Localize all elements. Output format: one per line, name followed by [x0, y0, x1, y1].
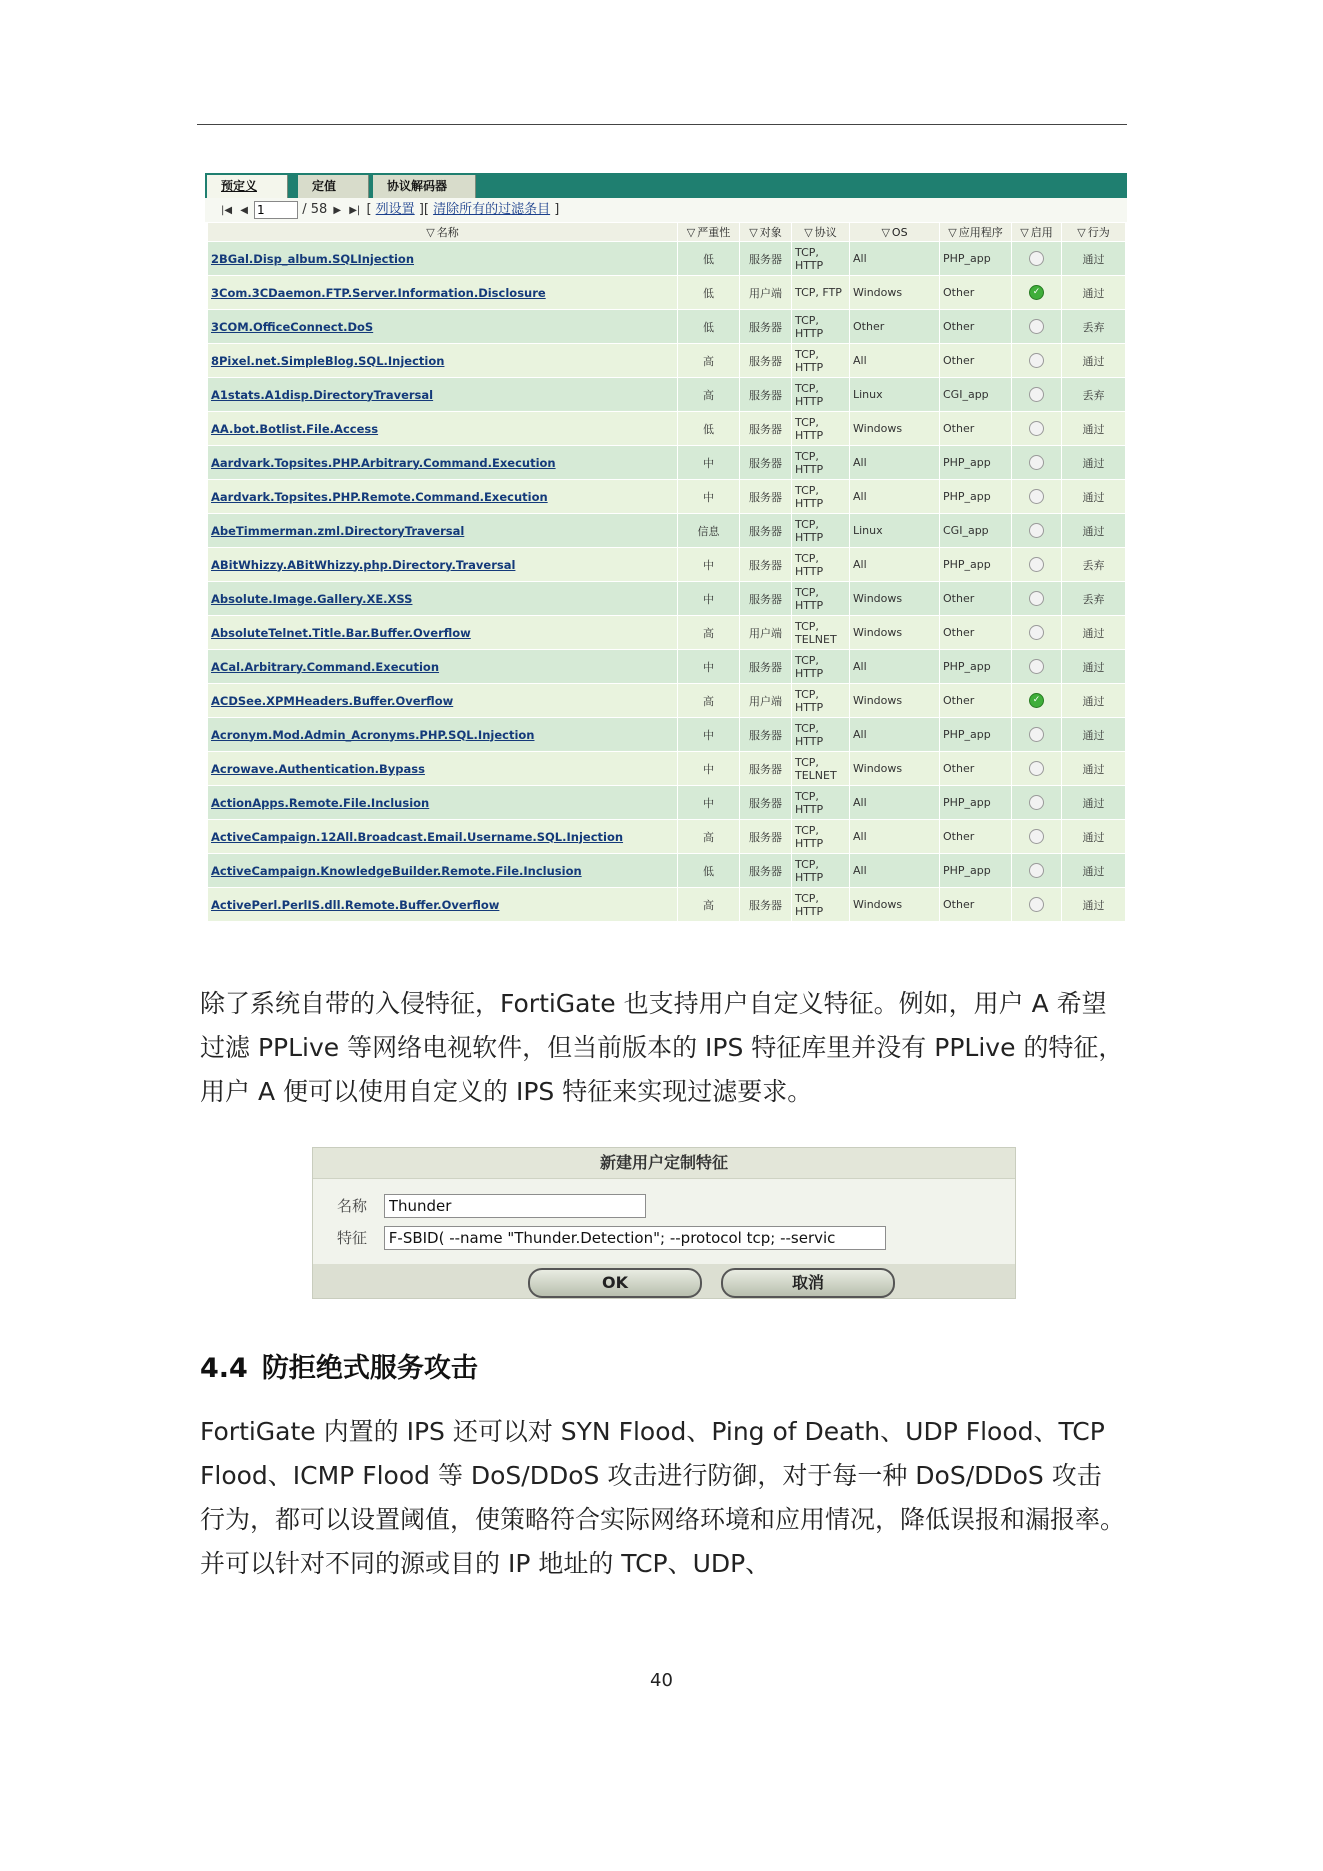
- os-cell: Windows: [850, 684, 940, 718]
- protocol-cell: TCP, HTTP: [792, 820, 850, 854]
- application-cell: PHP_app: [940, 446, 1012, 480]
- signature-name-link[interactable]: 3COM.OfficeConnect.DoS: [211, 319, 374, 334]
- name-label: 名称: [337, 1197, 368, 1215]
- header-rule: [197, 124, 1127, 125]
- signature-name-link[interactable]: AbsoluteTelnet.Title.Bar.Buffer.Overflow: [211, 625, 471, 640]
- severity-cell: 高: [678, 820, 740, 854]
- signature-name-cell: [208, 378, 678, 412]
- ok-button[interactable]: OK: [528, 1268, 702, 1298]
- enable-cell[interactable]: [1012, 242, 1062, 276]
- signature-name-link[interactable]: AbeTimmerman.zml.DirectoryTraversal: [211, 523, 465, 538]
- application-cell: PHP_app: [940, 480, 1012, 514]
- os-cell: Windows: [850, 888, 940, 922]
- target-cell: 服务器: [740, 412, 792, 446]
- table-row[interactable]: [208, 480, 1126, 514]
- action-cell: 通过: [1062, 684, 1126, 718]
- protocol-cell: TCP, HTTP: [792, 854, 850, 888]
- col-enable-header[interactable]: ▽ 启用: [1012, 223, 1062, 242]
- table-row[interactable]: [208, 752, 1126, 786]
- action-cell: 通过: [1062, 412, 1126, 446]
- tab-label: 定值: [312, 179, 337, 193]
- os-cell: All: [850, 718, 940, 752]
- action-cell: 通过: [1062, 242, 1126, 276]
- os-cell: All: [850, 446, 940, 480]
- disabled-circle-icon[interactable]: [1029, 319, 1044, 334]
- target-cell: 服务器: [740, 888, 792, 922]
- action-cell: 通过: [1062, 514, 1126, 548]
- protocol-cell: TCP, HTTP: [792, 480, 850, 514]
- signature-name-cell: [208, 616, 678, 650]
- application-cell: PHP_app: [940, 242, 1012, 276]
- signature-table: [207, 222, 1126, 922]
- severity-cell: 中: [678, 752, 740, 786]
- filter-icon: ▽: [749, 226, 758, 239]
- signature-name-cell: [208, 480, 678, 514]
- name-row: [337, 1194, 646, 1218]
- ips-signature-screenshot: [205, 173, 1127, 943]
- target-cell: 服务器: [740, 854, 792, 888]
- pager: [205, 198, 1127, 222]
- filter-icon: ▽: [804, 226, 813, 239]
- action-cell: 丢弃: [1062, 548, 1126, 582]
- disabled-circle-icon[interactable]: [1029, 897, 1044, 912]
- table-row[interactable]: [208, 548, 1126, 582]
- table-row[interactable]: [208, 412, 1126, 446]
- target-cell: 用户端: [740, 276, 792, 310]
- cancel-button[interactable]: 取消: [721, 1268, 895, 1298]
- action-cell: 通过: [1062, 616, 1126, 650]
- table-row[interactable]: [208, 276, 1126, 310]
- table-row[interactable]: [208, 888, 1126, 922]
- os-cell: All: [850, 548, 940, 582]
- tab-predefined[interactable]: [207, 175, 288, 198]
- signature-name-link[interactable]: AA.bot.Botlist.File.Access: [211, 421, 379, 436]
- protocol-cell: TCP, HTTP: [792, 412, 850, 446]
- table-row[interactable]: [208, 786, 1126, 820]
- enable-cell[interactable]: [1012, 820, 1062, 854]
- signature-name-link[interactable]: Acrowave.Authentication.Bypass: [211, 761, 425, 776]
- prev-page-icon[interactable]: ◀: [240, 205, 248, 216]
- filter-icon: ▽: [686, 226, 696, 239]
- severity-cell: 低: [678, 412, 740, 446]
- application-cell: Other: [940, 412, 1012, 446]
- page-total: / 58: [302, 202, 328, 217]
- paragraph-dos-defense: FortiGate 内置的 IPS 还可以对 SYN Flood、Ping of Death、UDP Flood、TCP Flood、ICMP Flood 等 DoS/DDoS 攻击进行防御，对于每一种 DoS/DDoS 攻击行为，都可以设置阈值，使策略符合实际网络环境和应用情况，降低误报和漏报率。并可以针对不同的源或目的 IP 地址的 TCP、UDP、: [200, 1417, 1126, 1578]
- filter-icon: ▽: [426, 226, 435, 239]
- action-cell: 丢弃: [1062, 310, 1126, 344]
- os-cell: Windows: [850, 752, 940, 786]
- signature-name-link[interactable]: 2BGal.Disp_album.SQLInjection: [211, 251, 415, 266]
- signature-name-cell: [208, 718, 678, 752]
- signature-name-link[interactable]: A1stats.A1disp.DirectoryTraversal: [211, 387, 434, 402]
- disabled-circle-icon[interactable]: [1029, 523, 1044, 538]
- filter-icon: ▽: [1020, 226, 1029, 239]
- dialog-button-bar: [313, 1264, 1015, 1298]
- severity-cell: 高: [678, 684, 740, 718]
- disabled-circle-icon[interactable]: [1029, 625, 1044, 640]
- next-page-icon[interactable]: ▶: [333, 205, 342, 216]
- disabled-circle-icon[interactable]: [1029, 659, 1044, 674]
- application-cell: CGI_app: [940, 514, 1012, 548]
- os-cell: Linux: [850, 514, 940, 548]
- severity-cell: 中: [678, 548, 740, 582]
- application-cell: Other: [940, 684, 1012, 718]
- enable-cell[interactable]: [1012, 310, 1062, 344]
- table-row[interactable]: [208, 616, 1126, 650]
- os-cell: Windows: [850, 276, 940, 310]
- application-cell: PHP_app: [940, 786, 1012, 820]
- enable-cell[interactable]: [1012, 344, 1062, 378]
- table-row[interactable]: [208, 854, 1126, 888]
- protocol-cell: TCP, HTTP: [792, 582, 850, 616]
- signature-row: [337, 1226, 886, 1250]
- application-cell: PHP_app: [940, 650, 1012, 684]
- disabled-circle-icon[interactable]: [1029, 353, 1044, 368]
- signature-input[interactable]: [384, 1226, 886, 1250]
- section-title: 防拒绝式服务攻击: [261, 1353, 478, 1384]
- filter-icon: ▽: [1077, 226, 1086, 239]
- page-number: 40: [650, 1670, 673, 1691]
- table-row[interactable]: [208, 378, 1126, 412]
- action-cell: 通过: [1062, 276, 1126, 310]
- action-cell: 通过: [1062, 786, 1126, 820]
- enable-cell[interactable]: [1012, 480, 1062, 514]
- enable-cell[interactable]: [1012, 786, 1062, 820]
- target-cell: 服务器: [740, 514, 792, 548]
- application-cell: PHP_app: [940, 718, 1012, 752]
- filter-icon: ▽: [948, 226, 957, 239]
- application-cell: PHP_app: [940, 548, 1012, 582]
- protocol-cell: TCP, HTTP: [792, 684, 850, 718]
- name-input[interactable]: [384, 1194, 646, 1218]
- action-cell: 通过: [1062, 480, 1126, 514]
- signature-name-link[interactable]: Aardvark.Topsites.PHP.Remote.Command.Execution: [211, 489, 548, 504]
- first-page-icon[interactable]: |◀: [221, 205, 233, 216]
- action-cell: 丢弃: [1062, 378, 1126, 412]
- target-cell: 服务器: [740, 650, 792, 684]
- col-target-header[interactable]: ▽ 对象: [740, 223, 792, 242]
- target-cell: 服务器: [740, 480, 792, 514]
- action-cell: 通过: [1062, 344, 1126, 378]
- action-cell: 通过: [1062, 650, 1126, 684]
- col-os-header[interactable]: ▽ OS: [850, 223, 940, 242]
- signature-name-cell: [208, 582, 678, 616]
- signature-name-cell: [208, 854, 678, 888]
- action-cell: 通过: [1062, 888, 1126, 922]
- table-row[interactable]: [208, 582, 1126, 616]
- protocol-cell: TCP, HTTP: [792, 718, 850, 752]
- enable-cell[interactable]: [1012, 650, 1062, 684]
- clear-filters-link[interactable]: 清除所有的过滤条目: [433, 202, 551, 217]
- target-cell: 服务器: [740, 310, 792, 344]
- severity-cell: 高: [678, 344, 740, 378]
- target-cell: 服务器: [740, 752, 792, 786]
- protocol-cell: TCP, HTTP: [792, 344, 850, 378]
- column-settings-link[interactable]: 列设置: [375, 202, 415, 217]
- signature-name-cell: [208, 514, 678, 548]
- application-cell: Other: [940, 582, 1012, 616]
- application-cell: Other: [940, 752, 1012, 786]
- protocol-cell: TCP, TELNET: [792, 752, 850, 786]
- severity-cell: 中: [678, 582, 740, 616]
- col-action-header[interactable]: ▽ 行为: [1062, 223, 1126, 242]
- application-cell: Other: [940, 276, 1012, 310]
- application-cell: CGI_app: [940, 378, 1012, 412]
- table-row[interactable]: [208, 684, 1126, 718]
- severity-cell: 低: [678, 276, 740, 310]
- table-row[interactable]: [208, 820, 1126, 854]
- section-number: 4.4: [200, 1353, 248, 1384]
- enable-cell[interactable]: [1012, 888, 1062, 922]
- filter-icon: ▽: [881, 225, 890, 239]
- page-input[interactable]: [254, 201, 298, 219]
- target-cell: 用户端: [740, 616, 792, 650]
- tab-protocol-decoder[interactable]: [373, 175, 476, 198]
- target-cell: 服务器: [740, 548, 792, 582]
- col-application-header[interactable]: ▽ 应用程序: [940, 223, 1012, 242]
- signature-name-cell: [208, 650, 678, 684]
- os-cell: Windows: [850, 616, 940, 650]
- signature-name-link[interactable]: ACal.Arbitrary.Command.Execution: [211, 659, 440, 674]
- target-cell: 服务器: [740, 820, 792, 854]
- disabled-circle-icon[interactable]: [1029, 727, 1044, 742]
- signature-name-cell: [208, 412, 678, 446]
- severity-cell: 低: [678, 242, 740, 276]
- enabled-check-icon[interactable]: ✓: [1029, 693, 1044, 708]
- signature-name-cell: [208, 242, 678, 276]
- os-cell: All: [850, 344, 940, 378]
- severity-cell: 中: [678, 446, 740, 480]
- disabled-circle-icon[interactable]: [1029, 795, 1044, 810]
- action-cell: 通过: [1062, 718, 1126, 752]
- enable-cell[interactable]: [1012, 752, 1062, 786]
- enabled-check-icon[interactable]: ✓: [1029, 285, 1044, 300]
- dialog-title: 新建用户定制特征: [313, 1148, 1015, 1179]
- signature-name-link[interactable]: ActiveCampaign.12All.Broadcast.Email.Username.SQL.Injection: [211, 829, 624, 844]
- protocol-cell: TCP, HTTP: [792, 378, 850, 412]
- signature-name-link[interactable]: Absolute.Image.Gallery.XE.XSS: [211, 591, 413, 606]
- action-cell: 通过: [1062, 854, 1126, 888]
- protocol-cell: TCP, HTTP: [792, 650, 850, 684]
- signature-name-cell: [208, 446, 678, 480]
- application-cell: Other: [940, 344, 1012, 378]
- os-cell: All: [850, 854, 940, 888]
- disabled-circle-icon[interactable]: [1029, 387, 1044, 402]
- disabled-circle-icon[interactable]: [1029, 455, 1044, 470]
- severity-cell: 中: [678, 480, 740, 514]
- signature-name-cell: [208, 820, 678, 854]
- protocol-cell: TCP, HTTP: [792, 786, 850, 820]
- target-cell: 服务器: [740, 786, 792, 820]
- protocol-cell: TCP, FTP: [792, 276, 850, 310]
- signature-name-link[interactable]: ABitWhizzy.ABitWhizzy.php.Directory.Traversal: [211, 557, 516, 572]
- disabled-circle-icon[interactable]: [1029, 829, 1044, 844]
- disabled-circle-icon[interactable]: [1029, 251, 1044, 266]
- signature-name-cell: [208, 684, 678, 718]
- signature-name-cell: [208, 344, 678, 378]
- os-cell: Other: [850, 310, 940, 344]
- os-cell: Windows: [850, 582, 940, 616]
- table-row[interactable]: [208, 344, 1126, 378]
- enable-cell[interactable]: [1012, 616, 1062, 650]
- protocol-cell: TCP, HTTP: [792, 310, 850, 344]
- disabled-circle-icon[interactable]: [1029, 863, 1044, 878]
- severity-cell: 中: [678, 718, 740, 752]
- severity-cell: 低: [678, 854, 740, 888]
- signature-name-link[interactable]: 3Com.3CDaemon.FTP.Server.Information.Disclosure: [211, 285, 546, 300]
- os-cell: All: [850, 820, 940, 854]
- severity-cell: 高: [678, 616, 740, 650]
- target-cell: 服务器: [740, 378, 792, 412]
- tab-label: 预定义: [221, 179, 258, 193]
- col-name-header[interactable]: ▽ 名称: [208, 223, 678, 242]
- enable-cell[interactable]: [1012, 276, 1062, 310]
- col-severity-header[interactable]: ▽ 严重性: [678, 223, 740, 242]
- tab-label: 协议解码器: [387, 179, 448, 193]
- enable-cell[interactable]: [1012, 514, 1062, 548]
- table-row[interactable]: [208, 242, 1126, 276]
- signature-name-cell: [208, 786, 678, 820]
- protocol-cell: TCP, HTTP: [792, 242, 850, 276]
- table-row[interactable]: [208, 514, 1126, 548]
- enable-cell[interactable]: [1012, 378, 1062, 412]
- protocol-cell: TCP, TELNET: [792, 616, 850, 650]
- application-cell: Other: [940, 888, 1012, 922]
- signature-name-cell: [208, 548, 678, 582]
- enable-cell[interactable]: [1012, 684, 1062, 718]
- enable-cell[interactable]: [1012, 582, 1062, 616]
- col-protocol-header[interactable]: ▽ 协议: [792, 223, 850, 242]
- target-cell: 用户端: [740, 684, 792, 718]
- signature-name-link[interactable]: ActiveCampaign.KnowledgeBuilder.Remote.File.Inclusion: [211, 863, 582, 878]
- os-cell: Windows: [850, 412, 940, 446]
- application-cell: PHP_app: [940, 854, 1012, 888]
- disabled-circle-icon[interactable]: [1029, 489, 1044, 504]
- application-cell: Other: [940, 310, 1012, 344]
- tab-custom[interactable]: [298, 175, 369, 198]
- table-row[interactable]: [208, 446, 1126, 480]
- signature-name-cell: [208, 752, 678, 786]
- new-custom-signature-dialog: [312, 1147, 1016, 1299]
- signature-name-link[interactable]: Aardvark.Topsites.PHP.Arbitrary.Command.Execution: [211, 455, 556, 470]
- bracket-mid: ][: [418, 202, 429, 217]
- last-page-icon[interactable]: ▶|: [349, 205, 361, 216]
- severity-cell: 中: [678, 786, 740, 820]
- target-cell: 服务器: [740, 446, 792, 480]
- paragraph-custom-signature: 除了系统自带的入侵特征，FortiGate 也支持用户自定义特征。例如，用户 A 希望过滤 PPLive 等网络电视软件，但当前版本的 IPS 特征库里并没有 PPLive 的特征，用户 A 便可以使用自定义的 IPS 特征来实现过滤要求。: [200, 989, 1124, 1106]
- enable-cell[interactable]: [1012, 412, 1062, 446]
- table-row[interactable]: [208, 718, 1126, 752]
- severity-cell: 信息: [678, 514, 740, 548]
- section-heading: [200, 1346, 478, 1385]
- table-row[interactable]: [208, 310, 1126, 344]
- severity-cell: 中: [678, 650, 740, 684]
- os-cell: All: [850, 480, 940, 514]
- tab-bar: [205, 173, 1127, 198]
- severity-cell: 高: [678, 888, 740, 922]
- enable-cell[interactable]: [1012, 718, 1062, 752]
- os-cell: All: [850, 786, 940, 820]
- protocol-cell: TCP, HTTP: [792, 446, 850, 480]
- protocol-cell: TCP, HTTP: [792, 888, 850, 922]
- disabled-circle-icon[interactable]: [1029, 761, 1044, 776]
- table-header-row: [208, 223, 1126, 242]
- signature-name-link[interactable]: 8Pixel.net.SimpleBlog.SQL.Injection: [211, 353, 445, 368]
- application-cell: Other: [940, 616, 1012, 650]
- disabled-circle-icon[interactable]: [1029, 421, 1044, 436]
- target-cell: 服务器: [740, 582, 792, 616]
- disabled-circle-icon[interactable]: [1029, 591, 1044, 606]
- application-cell: Other: [940, 820, 1012, 854]
- signature-name-cell: [208, 888, 678, 922]
- enable-cell[interactable]: [1012, 446, 1062, 480]
- signature-name-link[interactable]: Acronym.Mod.Admin_Acronyms.PHP.SQL.Injection: [211, 727, 535, 742]
- bracket-open: [: [366, 202, 372, 217]
- action-cell: 通过: [1062, 820, 1126, 854]
- signature-name-cell: [208, 276, 678, 310]
- signature-label: 特征: [337, 1229, 368, 1247]
- table-row[interactable]: [208, 650, 1126, 684]
- os-cell: All: [850, 650, 940, 684]
- signature-name-link[interactable]: ActionApps.Remote.File.Inclusion: [211, 795, 430, 810]
- disabled-circle-icon[interactable]: [1029, 557, 1044, 572]
- action-cell: 通过: [1062, 752, 1126, 786]
- bracket-close: ]: [554, 202, 560, 217]
- os-cell: All: [850, 242, 940, 276]
- severity-cell: 低: [678, 310, 740, 344]
- enable-cell[interactable]: [1012, 854, 1062, 888]
- os-cell: Linux: [850, 378, 940, 412]
- target-cell: 服务器: [740, 718, 792, 752]
- signature-name-link[interactable]: ActivePerl.PerlIS.dll.Remote.Buffer.Overflow: [211, 897, 500, 912]
- target-cell: 服务器: [740, 344, 792, 378]
- signature-name-cell: [208, 310, 678, 344]
- protocol-cell: TCP, HTTP: [792, 548, 850, 582]
- action-cell: 通过: [1062, 446, 1126, 480]
- severity-cell: 高: [678, 378, 740, 412]
- protocol-cell: TCP, HTTP: [792, 514, 850, 548]
- action-cell: 丢弃: [1062, 582, 1126, 616]
- target-cell: 服务器: [740, 242, 792, 276]
- enable-cell[interactable]: [1012, 548, 1062, 582]
- signature-name-link[interactable]: ACDSee.XPMHeaders.Buffer.Overflow: [211, 693, 454, 708]
